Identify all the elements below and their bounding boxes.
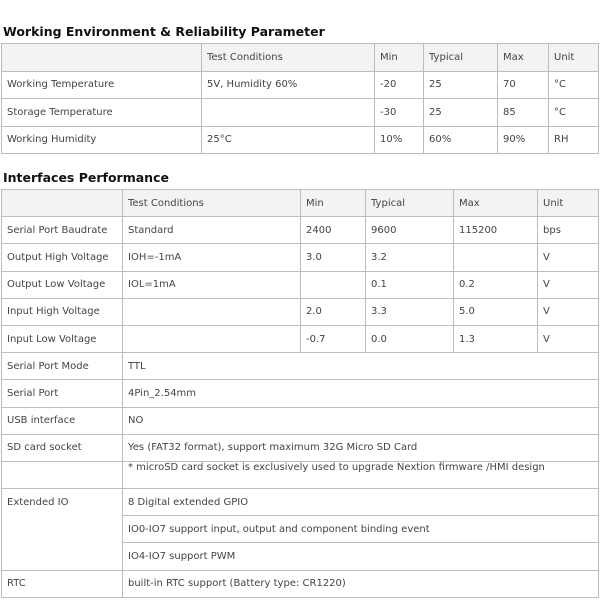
- table-cell: IO4-IO7 support PWM: [123, 543, 599, 570]
- header-cell: Min: [375, 44, 424, 72]
- table-row: [2, 244, 599, 271]
- row-label: Serial Port: [2, 380, 123, 407]
- table-cell: 8 Digital extended GPIO: [123, 489, 599, 516]
- table-row: [2, 407, 599, 434]
- table-cell: IO0-IO7 support input, output and component binding event: [123, 516, 599, 543]
- table-cell: V: [538, 244, 599, 271]
- table-row: [2, 489, 599, 516]
- table-cell: Yes (FAT32 format), support maximum 32G Micro SD Card: [123, 434, 599, 461]
- table-cell: 1.3: [454, 325, 538, 352]
- table-header-row: [2, 190, 599, 217]
- section-title-interfaces: Interfaces Performance: [3, 170, 169, 185]
- table-cell: V: [538, 271, 599, 298]
- table-row: [2, 570, 599, 597]
- table-row: [2, 271, 599, 298]
- row-label: USB interface: [2, 407, 123, 434]
- table-cell: 85: [498, 99, 549, 127]
- row-label: Serial Port Baudrate: [2, 217, 123, 244]
- table-cell: 115200: [454, 217, 538, 244]
- table-row: [2, 71, 599, 99]
- table-cell: 4Pin_2.54mm: [123, 380, 599, 407]
- table-row: [2, 99, 599, 127]
- row-label: Output Low Voltage: [2, 271, 123, 298]
- table-cell: [454, 244, 538, 271]
- table-cell: 9600: [366, 217, 454, 244]
- table-cell: 70: [498, 71, 549, 99]
- header-cell: Max: [454, 190, 538, 217]
- table-row: [2, 353, 599, 380]
- table-cell: bps: [538, 217, 599, 244]
- section-title-environment: Working Environment & Reliability Parameter: [3, 24, 325, 39]
- row-label: Extended IO: [2, 489, 123, 571]
- table-cell: 0.2: [454, 271, 538, 298]
- sd-card-note: * microSD card socket is exclusively used to upgrade Nextion firmware /HMI design: [123, 461, 599, 488]
- header-cell: Max: [498, 44, 549, 72]
- table-cell: °C: [549, 71, 599, 99]
- table-cell: V: [538, 298, 599, 325]
- table-row: [2, 126, 599, 154]
- table-cell: °C: [549, 99, 599, 127]
- table-cell: -30: [375, 99, 424, 127]
- table-cell: 3.0: [301, 244, 366, 271]
- table-cell: [202, 99, 375, 127]
- row-label: Storage Temperature: [2, 99, 202, 127]
- table-cell: [301, 271, 366, 298]
- header-cell: [2, 190, 123, 217]
- table-cell: IOL=1mA: [123, 271, 301, 298]
- environment-table: [1, 43, 599, 154]
- row-label: SD card socket: [2, 434, 123, 461]
- table-cell: IOH=-1mA: [123, 244, 301, 271]
- header-cell: Unit: [538, 190, 599, 217]
- table-cell: NO: [123, 407, 599, 434]
- table-cell: 2400: [301, 217, 366, 244]
- table-cell: 5V, Humidity 60%: [202, 71, 375, 99]
- row-label-empty: [2, 461, 123, 488]
- table-cell: -20: [375, 71, 424, 99]
- header-cell: Min: [301, 190, 366, 217]
- table-cell: 5.0: [454, 298, 538, 325]
- header-cell: Typical: [424, 44, 498, 72]
- table-cell: 0.1: [366, 271, 454, 298]
- row-label: Input High Voltage: [2, 298, 123, 325]
- table-row: [2, 434, 599, 461]
- table-header-row: [2, 44, 599, 72]
- table-cell: 25°C: [202, 126, 375, 154]
- table-cell: TTL: [123, 353, 599, 380]
- table-row: [2, 380, 599, 407]
- header-cell: [2, 44, 202, 72]
- table-row: [2, 325, 599, 352]
- header-cell: Typical: [366, 190, 454, 217]
- interfaces-table: [1, 189, 599, 598]
- row-label: Working Humidity: [2, 126, 202, 154]
- table-cell: [123, 298, 301, 325]
- row-label: Working Temperature: [2, 71, 202, 99]
- table-cell: -0.7: [301, 325, 366, 352]
- header-cell: Test Conditions: [123, 190, 301, 217]
- table-cell: Standard: [123, 217, 301, 244]
- row-label: Output High Voltage: [2, 244, 123, 271]
- table-cell: 10%: [375, 126, 424, 154]
- table-row: [2, 461, 599, 488]
- header-cell: Unit: [549, 44, 599, 72]
- table-cell: [123, 325, 301, 352]
- row-label: Input Low Voltage: [2, 325, 123, 352]
- table-cell: 90%: [498, 126, 549, 154]
- table-cell: 3.2: [366, 244, 454, 271]
- table-row: [2, 217, 599, 244]
- table-cell: 2.0: [301, 298, 366, 325]
- table-cell: 25: [424, 99, 498, 127]
- row-label: Serial Port Mode: [2, 353, 123, 380]
- table-cell: 25: [424, 71, 498, 99]
- table-row: [2, 298, 599, 325]
- table-cell: V: [538, 325, 599, 352]
- table-cell: built-in RTC support (Battery type: CR1220): [123, 570, 599, 597]
- table-cell: 3.3: [366, 298, 454, 325]
- header-cell: Test Conditions: [202, 44, 375, 72]
- table-cell: RH: [549, 126, 599, 154]
- table-cell: 0.0: [366, 325, 454, 352]
- table-cell: 60%: [424, 126, 498, 154]
- row-label: RTC: [2, 570, 123, 597]
